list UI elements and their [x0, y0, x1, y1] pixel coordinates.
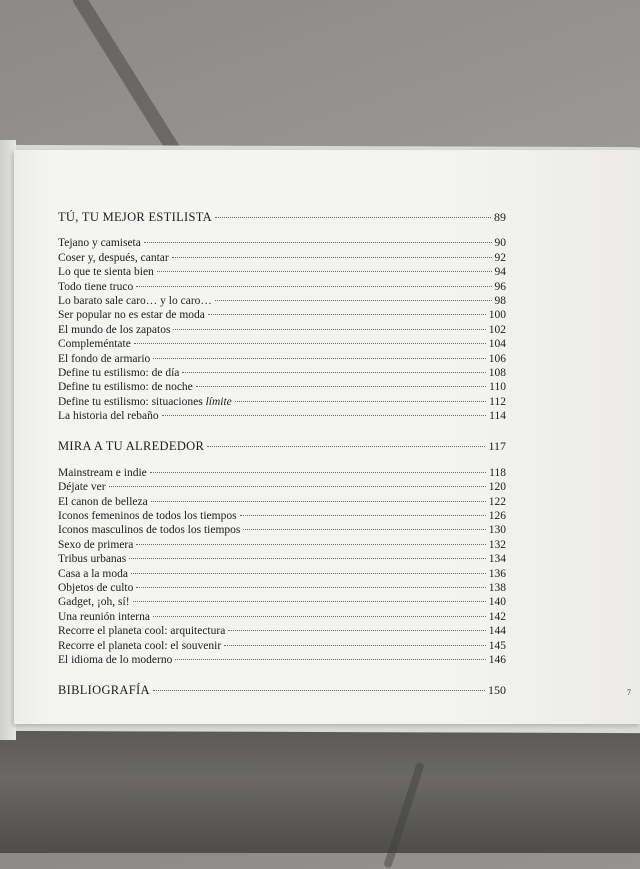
dot-leader: [157, 271, 492, 272]
entry-page: 92: [494, 251, 506, 264]
entry-page: 138: [488, 581, 506, 594]
entry-page: 134: [488, 553, 506, 566]
dot-leader: [134, 343, 486, 344]
entry-title: Define tu estilismo: de día: [58, 366, 180, 379]
entry-title: Sexo de primera: [58, 538, 134, 551]
dot-leader: [144, 242, 492, 243]
entry-page: 136: [488, 567, 506, 580]
entry-title-text: Define tu estilismo: situaciones: [58, 395, 206, 408]
toc-entry: [58, 294, 506, 308]
dot-leader: [131, 573, 486, 574]
toc-entry: [58, 236, 506, 250]
entry-page: 102: [488, 323, 506, 336]
entry-page: 118: [489, 466, 506, 479]
floor-background: [0, 728, 640, 853]
toc-entry: [58, 552, 506, 566]
entry-title: Déjate ver: [58, 481, 106, 494]
toc-entry: [58, 595, 506, 609]
entry-title: El mundo de los zapatos: [58, 323, 171, 336]
entry-page: 112: [489, 395, 506, 408]
toc-section-heading: [58, 210, 506, 224]
dot-leader: [175, 659, 485, 660]
entry-title: El canon de belleza: [58, 495, 148, 508]
floor-crack: [71, 0, 184, 159]
dot-leader: [153, 690, 485, 691]
entry-page: 108: [488, 366, 506, 379]
toc-entry: [58, 466, 506, 480]
entry-page: 104: [488, 338, 506, 351]
entry-title: Tribus urbanas: [58, 553, 127, 566]
entry-title: Todo tiene truco: [58, 280, 134, 293]
entry-page: 140: [488, 596, 506, 609]
entry-title: Casa a la moda: [58, 567, 128, 580]
entry-title: Recorre el planeta cool: arquitectura: [58, 625, 226, 638]
dot-leader: [208, 314, 486, 315]
toc-entry: [58, 337, 506, 351]
dot-leader: [129, 558, 485, 559]
toc-entry: [58, 265, 506, 279]
entry-title: Lo barato sale caro… y lo caro…: [58, 294, 212, 307]
dot-leader: [207, 446, 485, 447]
entry-title: Compleméntate: [58, 338, 131, 351]
dot-leader: [153, 358, 485, 359]
dot-leader: [172, 257, 492, 258]
entry-page: 96: [494, 280, 506, 293]
toc-entry: [58, 395, 506, 409]
entry-title: El idioma de lo moderno: [58, 653, 173, 666]
table-of-contents: [58, 210, 506, 698]
dot-leader: [196, 386, 486, 387]
toc-entry: [58, 366, 506, 380]
toc-entry: [58, 523, 506, 537]
entry-title: La historia del rebaño: [58, 410, 159, 423]
entry-page: 110: [489, 381, 506, 394]
toc-entry: [58, 538, 506, 552]
entry-page: 144: [488, 625, 506, 638]
toc-section-heading: [58, 683, 506, 697]
toc-entry: [58, 323, 506, 337]
entry-page: 132: [488, 538, 506, 551]
dot-leader: [228, 630, 485, 631]
entry-page: 130: [488, 524, 506, 537]
entry-page: 120: [488, 481, 506, 494]
entry-title: Una reunión interna: [58, 610, 150, 623]
toc-section-heading: [58, 439, 506, 453]
entry-page: 90: [494, 237, 506, 250]
entry-page: 142: [488, 610, 506, 623]
entry-title: Iconos masculinos de todos los tiempos: [58, 524, 241, 537]
dot-leader: [162, 415, 487, 416]
entry-title: [58, 395, 232, 409]
show-through-text: [512, 210, 602, 640]
toc-entry: [58, 380, 506, 394]
entry-title-emphasis: límite: [205, 395, 232, 408]
entry-title: Tejano y camiseta: [58, 237, 141, 250]
dot-leader: [235, 401, 486, 402]
dot-leader: [224, 645, 486, 646]
entry-title: Gadget, ¡oh, sí!: [58, 596, 130, 609]
entry-title: Define tu estilismo: de noche: [58, 381, 193, 394]
dot-leader: [240, 515, 486, 516]
entry-page: 122: [488, 495, 506, 508]
section-title: TÚ, TU MEJOR ESTILISTA: [58, 210, 212, 224]
entry-title: El fondo de armario: [58, 352, 151, 365]
toc-entry: [58, 581, 506, 595]
toc-entry: [58, 495, 506, 509]
dot-leader: [215, 217, 491, 218]
toc-entry: [58, 280, 506, 294]
entry-page: 100: [488, 309, 506, 322]
dot-leader: [215, 300, 492, 301]
entry-title: Mainstream e indie: [58, 466, 147, 479]
dot-leader: [173, 329, 485, 330]
toc-entry: [58, 639, 506, 653]
section-title: MIRA A TU ALREDEDOR: [58, 439, 205, 454]
section-title: BIBLIOGRAFÍA: [58, 683, 150, 698]
toc-entry: [58, 352, 506, 366]
entry-page: 146: [488, 653, 506, 666]
dot-leader: [136, 587, 485, 588]
page-number: 7: [627, 688, 631, 697]
toc-entry: [58, 624, 506, 638]
toc-entry: [58, 251, 506, 265]
toc-entry: [58, 567, 506, 581]
dot-leader: [153, 616, 486, 617]
dot-leader: [136, 286, 491, 287]
entry-title: Recorre el planeta cool: el souvenir: [58, 639, 222, 652]
toc-entry: [58, 610, 506, 624]
toc-entry: [58, 409, 506, 423]
dot-leader: [182, 372, 485, 373]
entry-page: 106: [488, 352, 506, 365]
toc-entry: [58, 480, 506, 494]
toc-entry: [58, 509, 506, 523]
dot-leader: [243, 529, 485, 530]
entry-title: Ser popular no es estar de moda: [58, 309, 205, 322]
section-page: 150: [488, 683, 506, 698]
entry-title: Coser y, después, cantar: [58, 251, 169, 264]
entry-page: 145: [488, 639, 506, 652]
entry-page: 126: [488, 510, 506, 523]
entry-page: 98: [494, 294, 506, 307]
dot-leader: [133, 601, 486, 602]
dot-leader: [151, 501, 486, 502]
entry-title: Lo que te sienta bien: [58, 266, 154, 279]
entry-page: 114: [489, 410, 506, 423]
section-page: 89: [494, 210, 506, 224]
toc-entry: [58, 653, 506, 667]
dot-leader: [136, 544, 485, 545]
entry-title: Iconos femeninos de todos los tiempos: [58, 510, 237, 523]
section-page: 117: [488, 439, 506, 454]
entry-page: 94: [494, 266, 506, 279]
dot-leader: [109, 486, 486, 487]
toc-entry: [58, 308, 506, 322]
entry-title: Objetos de culto: [58, 581, 134, 594]
dot-leader: [150, 472, 486, 473]
